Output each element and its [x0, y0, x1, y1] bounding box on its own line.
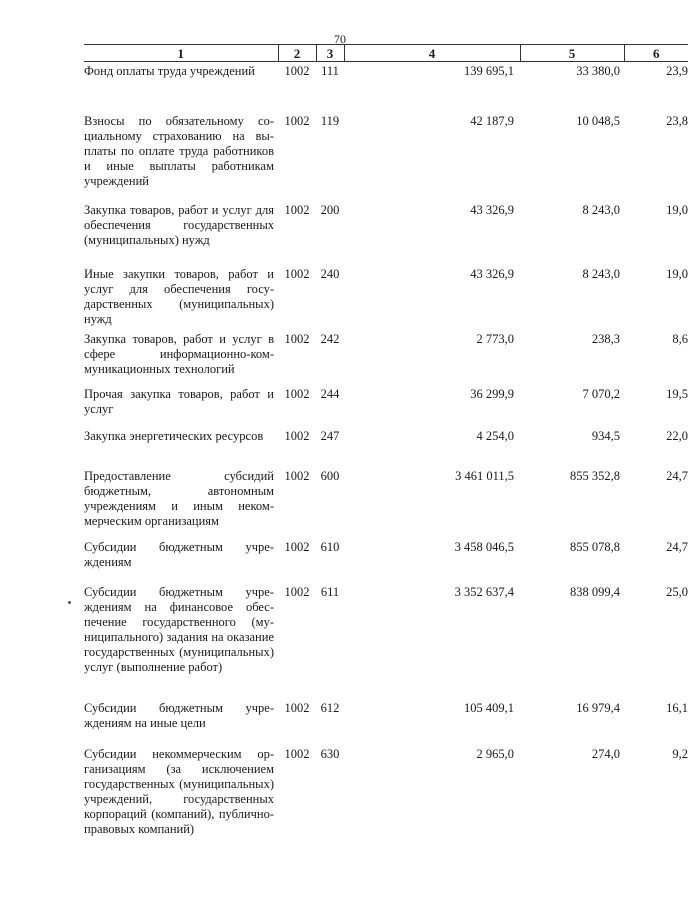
row-section-code: 1002: [284, 540, 310, 554]
row-value-col4: 36 299,9: [470, 387, 514, 401]
scan-speck: [68, 601, 71, 604]
table-row: [84, 467, 688, 538]
row-name: Прочая закупка товаров, работ и услуг: [84, 387, 274, 416]
row-value-col5: 8 243,0: [582, 203, 620, 217]
row-value-col4: 43 326,9: [470, 267, 514, 281]
row-value-col5: 10 048,5: [576, 114, 620, 128]
row-value-col5: 855 352,8: [570, 469, 620, 483]
row-name: Иные закупки товаров, работ и услуг для обеспечения государственных (муниципальных) нужд: [84, 267, 274, 326]
row-value-col6: 25,0: [666, 585, 688, 599]
row-expense-type-code: 111: [321, 64, 339, 78]
budget-table: [84, 44, 688, 857]
row-value-col4: 2 773,0: [476, 332, 514, 346]
row-value-col6: 19,0: [666, 203, 688, 217]
row-value-col6: 9,2: [672, 747, 688, 761]
row-name: Закупка энергетических ресурсов: [84, 429, 264, 443]
row-value-col5: 855 078,8: [570, 540, 620, 554]
row-value-col4: 3 458 046,5: [454, 540, 514, 554]
row-section-code: 1002: [284, 469, 310, 483]
row-name: Субсидии бюджетным учреждениям: [84, 540, 274, 569]
row-section-code: 1002: [284, 701, 310, 715]
row-value-col6: 16,1: [666, 701, 688, 715]
row-expense-type-code: 247: [320, 429, 340, 443]
row-name: Субсидии бюджетным учреждениям на иные цели: [84, 701, 274, 730]
row-value-col6: 19,5: [666, 387, 688, 401]
row-value-col6: 24,7: [666, 469, 688, 483]
row-value-col4: 139 695,1: [464, 64, 514, 78]
row-expense-type-code: 611: [320, 585, 340, 599]
table-row: [84, 62, 688, 113]
row-value-col4: 42 187,9: [470, 114, 514, 128]
table-row: [84, 745, 688, 857]
row-value-col4: 3 461 011,5: [455, 469, 514, 483]
row-section-code: 1002: [284, 747, 310, 761]
row-value-col5: 238,3: [591, 332, 620, 346]
row-value-col5: 274,0: [591, 747, 620, 761]
row-name: Закупка товаров, работ и услуг для обеспечения государственных (муниципальных) нужд: [84, 203, 274, 247]
row-value-col5: 33 380,0: [576, 64, 620, 78]
row-expense-type-code: 119: [320, 114, 340, 128]
row-value-col4: 3 352 637,4: [454, 585, 514, 599]
row-value-col6: 23,9: [666, 64, 688, 78]
row-section-code: 1002: [284, 64, 310, 78]
table-row: [84, 265, 688, 330]
row-expense-type-code: 610: [320, 540, 340, 554]
column-header-2: 2: [278, 45, 316, 62]
row-value-col4: 43 326,9: [470, 203, 514, 217]
row-name: Предоставление субсидий бюджетным, автономным учреждениям и иным некоммерческим организациям: [84, 469, 274, 528]
table-row: [84, 699, 688, 745]
table-row: [84, 427, 688, 467]
row-value-col6: 24,7: [666, 540, 688, 554]
row-section-code: 1002: [284, 332, 310, 346]
row-value-col5: 7 070,2: [582, 387, 620, 401]
column-header-6: 6: [624, 45, 688, 62]
row-name: Фонд оплаты труда учреждений: [84, 64, 255, 78]
row-value-col4: 105 409,1: [464, 701, 514, 715]
row-name: Взносы по обязательному социальному страхованию на выплаты по оплате труда работников и иные выплаты работникам учреждений: [84, 114, 274, 188]
table-row: [84, 538, 688, 583]
table-row: [84, 112, 688, 201]
row-expense-type-code: 630: [320, 747, 340, 761]
row-value-col5: 8 243,0: [582, 267, 620, 281]
row-value-col6: 8,6: [672, 332, 688, 346]
row-expense-type-code: 200: [320, 203, 340, 217]
table-row: [84, 583, 688, 699]
page-number: 70: [334, 32, 346, 46]
row-value-col6: 19,0: [666, 267, 688, 281]
row-name: Закупка товаров, работ и услуг в сфере информационно-коммуникационных технологий: [84, 332, 274, 376]
row-section-code: 1002: [284, 585, 310, 599]
row-expense-type-code: 600: [320, 469, 340, 483]
row-value-col6: 23,8: [666, 114, 688, 128]
row-value-col6: 22,0: [666, 429, 688, 443]
table-header-row: [84, 45, 688, 62]
row-value-col4: 4 254,0: [476, 429, 514, 443]
row-expense-type-code: 242: [320, 332, 340, 346]
row-value-col5: 838 099,4: [570, 585, 620, 599]
column-header-1: 1: [84, 45, 278, 62]
row-section-code: 1002: [284, 267, 310, 281]
column-header-4: 4: [344, 45, 520, 62]
row-value-col4: 2 965,0: [476, 747, 514, 761]
row-expense-type-code: 612: [320, 701, 340, 715]
row-section-code: 1002: [284, 387, 310, 401]
row-section-code: 1002: [284, 114, 310, 128]
row-name: Субсидии бюджетным учреждениям на финансовое обеспечение государственного (муниципального) задания на оказание государственных (муниципальных) услуг (выполнение работ): [84, 585, 274, 674]
row-expense-type-code: 244: [320, 387, 340, 401]
row-value-col5: 934,5: [591, 429, 620, 443]
column-header-3: 3: [316, 45, 344, 62]
table-row: [84, 330, 688, 385]
row-name: Субсидии некоммерческим организациям (за исключением государственных (муниципальных) учреждений, государственных корпораций (компаний), публично-правовых компаний): [84, 747, 274, 836]
table-row: [84, 385, 688, 427]
row-section-code: 1002: [284, 203, 310, 217]
row-section-code: 1002: [284, 429, 310, 443]
row-value-col5: 16 979,4: [576, 701, 620, 715]
table-row: [84, 201, 688, 265]
column-header-5: 5: [520, 45, 624, 62]
row-expense-type-code: 240: [320, 267, 340, 281]
